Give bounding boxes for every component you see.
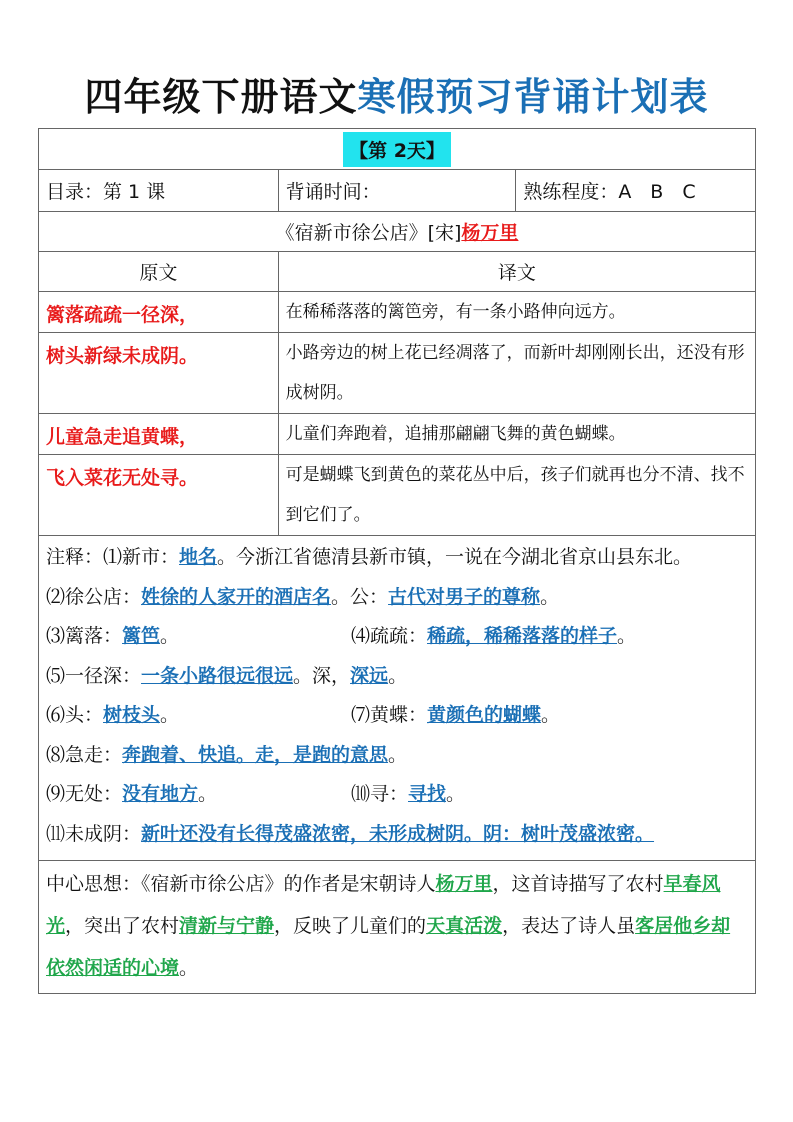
note-text: ，反映了儿童们的 [274,915,427,937]
note-text: ⑼无处： [46,783,123,805]
note-text: 。 [388,743,408,766]
note-item [46,744,407,766]
translation-line: 小路旁边的树上花已经凋落了，而新叶却刚刚长出，还没有形成树阴。 [278,333,755,414]
note-text: ，表达了诗人虽 [502,915,636,937]
note-text: 。深， [293,664,351,687]
title-blue: 寒假预习背诵计划表 [357,75,709,119]
page-title [0,66,793,121]
note-item [46,617,351,657]
highlighted-answer: 树枝头 [103,704,161,726]
highlighted-answer: 清新与宁静 [179,915,275,937]
note-item [46,823,654,845]
original-line: 儿童急走追黄蝶， [39,414,279,455]
poem-name: 《宿新市徐公店》 [275,222,428,244]
note-line [46,578,748,618]
note-text: 。 [198,783,218,805]
translation-line: 儿童们奔跑着，追捕那翩翩飞舞的黄色蝴蝶。 [278,414,755,455]
note-text: ⑸一径深： [46,664,142,687]
translation-line: 在稀稀落落的篱笆旁，有一条小路伸向远方。 [278,292,755,333]
summary-section [39,861,756,994]
highlighted-answer: 稀疏，稀稀落落的样子 [427,625,618,647]
note-text: 。 [388,664,408,687]
highlighted-answer: 深远 [350,664,389,687]
note-item [351,625,636,647]
highlighted-answer: 杨万里 [435,873,493,895]
note-text: ，突出了农村 [65,915,180,937]
highlighted-answer: 一条小路很远很远 [141,664,294,687]
note-line [46,538,748,578]
highlighted-answer: 早春风光 [46,873,721,937]
note-line [46,815,748,855]
day-badge: 【第 2天】 [343,132,451,167]
translation-line: 可是蝴蝶飞到黄色的菜花丛中后，孩子们就再也分不清、找不到它们了。 [278,455,755,536]
note-item [351,783,465,805]
catalog: 目录：第 1 课 [39,170,279,212]
highlighted-answer: 客居他乡却依然闲适的心境 [46,915,731,979]
highlighted-answer: 篱笆 [122,625,161,647]
note-line [46,736,748,776]
note-text: 。公： [331,585,389,608]
highlighted-answer: 奔跑着、快追。走，是跑的意思 [122,743,389,766]
note-item [46,696,351,736]
note-text: ⑽寻： [351,783,409,805]
note-line [46,696,748,736]
header-translation: 译文 [278,252,755,292]
note-item [46,546,692,568]
note-text: ⑺黄蝶： [351,704,428,726]
original-line: 树头新绿未成阴。 [39,333,279,414]
note-text: 。 [179,957,199,979]
note-text: 。 [541,704,561,726]
highlighted-answer: 黄颜色的蝴蝶 [427,704,542,726]
note-text: ⑶篱落： [46,625,123,647]
highlighted-answer: 没有地方 [122,783,199,805]
note-text: 。 [617,625,637,647]
title-black: 四年级下册语文 [84,75,358,119]
note-line [46,617,748,657]
poem-dynasty: [宋] [427,222,462,244]
note-text: 。 [160,704,180,726]
highlighted-answer: 新叶还没有长得茂盛浓密，未形成树阴。阴：树叶茂盛浓密。 [141,822,655,845]
notes-section [39,536,756,861]
note-text: ，这首诗描写了农村 [492,873,664,895]
highlighted-answer: 天真活泼 [426,915,503,937]
note-text: ⑷疏疏： [351,625,428,647]
highlighted-answer: 寻找 [408,783,447,805]
note-text: 中心思想：《宿新市徐公店》的作者是宋朝诗人 [46,873,436,895]
note-item [46,665,407,687]
original-line: 飞入菜花无处寻。 [39,455,279,536]
day-cell [39,129,756,170]
note-text: ⑻急走： [46,743,123,766]
recite-time: 背诵时间： [278,170,516,212]
note-text: 注释：⑴新市： [46,546,180,568]
highlighted-answer: 古代对男子的尊称 [388,585,541,608]
highlighted-answer: 姓徐的人家开的酒店名 [141,585,332,608]
poem-title [39,212,756,252]
note-text: ⑹头： [46,704,104,726]
poem-author: 杨万里 [461,222,519,244]
note-text: 。 [446,783,466,805]
note-item [351,704,560,726]
note-item [46,586,559,608]
note-text: 。 [160,625,180,647]
note-text: 。 [540,585,560,608]
plan-table [38,128,756,994]
header-original: 原文 [39,252,279,292]
note-line [46,775,748,815]
original-line: 篱落疏疏一径深， [39,292,279,333]
note-text: ⑵徐公店： [46,585,142,608]
proficiency: 熟练程度：A B C [516,170,756,212]
note-text: 。今浙江省德清县新市镇，一说在今湖北省京山县东北。 [217,546,693,568]
note-item [46,775,351,815]
note-text: ⑾未成阴： [46,822,142,845]
note-line [46,657,748,697]
highlighted-answer: 地名 [179,546,218,568]
